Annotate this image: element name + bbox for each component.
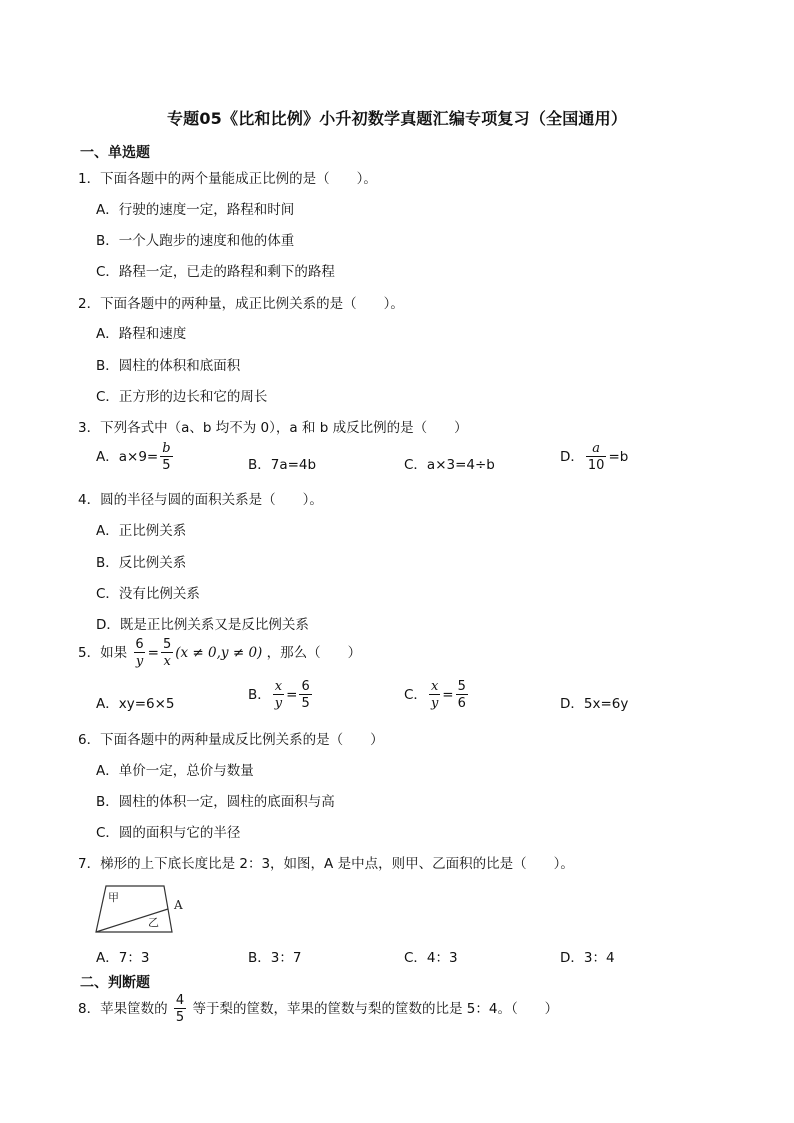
q2-option-a: A．路程和速度 <box>96 326 187 342</box>
question-7: 7．梯形的上下底长度比是 2：3，如图，A 是中点，则甲、乙面积的比是（ ）。 <box>78 856 574 872</box>
fraction: $\frac{5}{6}$ <box>457 679 466 711</box>
q1-option-a: A．行驶的速度一定，路程和时间 <box>96 202 295 218</box>
fraction: $\frac{x}{y}$ <box>430 679 439 711</box>
fraction: $\frac{a}{10}$ <box>587 441 605 473</box>
q3-option-b: B．7a=4b <box>248 457 317 473</box>
q7-option-c: C．4：3 <box>404 950 458 966</box>
q4-option-b: B．反比例关系 <box>96 555 187 571</box>
fraction: $\frac{x}{y}$ <box>274 679 283 711</box>
section-single-choice: 一、单选题 <box>80 145 150 161</box>
page-title: 专题05《比和比例》小升初数学真题汇编专项复习（全国通用） <box>166 109 628 128</box>
question-1: 1．下面各题中的两个量能成正比例的是（ ）。 <box>78 171 377 187</box>
fraction: $\frac{6}{5}$ <box>301 679 310 711</box>
fraction: $\frac{6}{y}$ <box>135 637 144 669</box>
q7-option-b: B．3：7 <box>248 950 302 966</box>
label-jia: 甲 <box>108 891 119 904</box>
q3-option-c: C．a×3=4÷b <box>404 457 495 473</box>
q6-option-b: B．圆柱的体积一定，圆柱的底面积与高 <box>96 794 335 810</box>
label-a: A <box>174 898 183 912</box>
question-4: 4．圆的半径与圆的面积关系是（ ）。 <box>78 492 323 508</box>
question-5: 5．如果 $\frac{6}{y}$ = $\frac{5}{x}$ (x ≠ 0,y ≠ 0) ，那么（ ） <box>78 637 362 669</box>
fraction: $\frac{b}{5}$ <box>162 441 171 473</box>
q3-option-a: A．a×9= $\frac{b}{5}$ <box>96 441 171 473</box>
q5-option-d: D．5x=6y <box>560 696 629 712</box>
q2-option-c: C．正方形的边长和它的周长 <box>96 389 268 405</box>
trapezoid-figure <box>92 882 202 938</box>
q3-option-d: D． $\frac{a}{10}$ =b <box>560 441 629 473</box>
q6-option-a: A．单价一定，总价与数量 <box>96 763 254 779</box>
q5-option-a: A．xy=6×5 <box>96 696 175 712</box>
q5-option-b: B． $\frac{x}{y}$ = $\frac{6}{5}$ <box>248 679 310 711</box>
q4-option-d: D．既是正比例关系又是反比例关系 <box>96 617 309 633</box>
q5-option-c: C． $\frac{x}{y}$ = $\frac{5}{6}$ <box>404 679 466 711</box>
q7-option-a: A．7：3 <box>96 950 150 966</box>
question-3: 3．下列各式中（a、b 均不为 0），a 和 b 成反比例的是（ ） <box>78 420 468 436</box>
q4-option-a: A．正比例关系 <box>96 523 187 539</box>
section-true-false: 二、判断题 <box>80 975 150 991</box>
fraction: $\frac{5}{x}$ <box>162 637 172 669</box>
q7-option-d: D．3：4 <box>560 950 615 966</box>
q1-option-b: B．一个人跑步的速度和他的体重 <box>96 233 295 249</box>
q4-option-c: C．没有比例关系 <box>96 586 200 602</box>
q2-option-b: B．圆柱的体积和底面积 <box>96 358 241 374</box>
fraction: $\frac{4}{5}$ <box>175 993 185 1025</box>
q6-option-c: C．圆的面积与它的半径 <box>96 825 241 841</box>
question-8: 8．苹果筐数的 $\frac{4}{5}$ 等于梨的筐数，苹果的筐数与梨的筐数的比是 5：4。（ ） <box>78 993 559 1025</box>
label-yi: 乙 <box>148 916 159 929</box>
question-2: 2．下面各题中的两种量，成正比例关系的是（ ）。 <box>78 296 404 312</box>
q1-option-c: C．路程一定，已走的路程和剩下的路程 <box>96 264 335 280</box>
question-6: 6．下面各题中的两种量成反比例关系的是（ ） <box>78 732 384 748</box>
